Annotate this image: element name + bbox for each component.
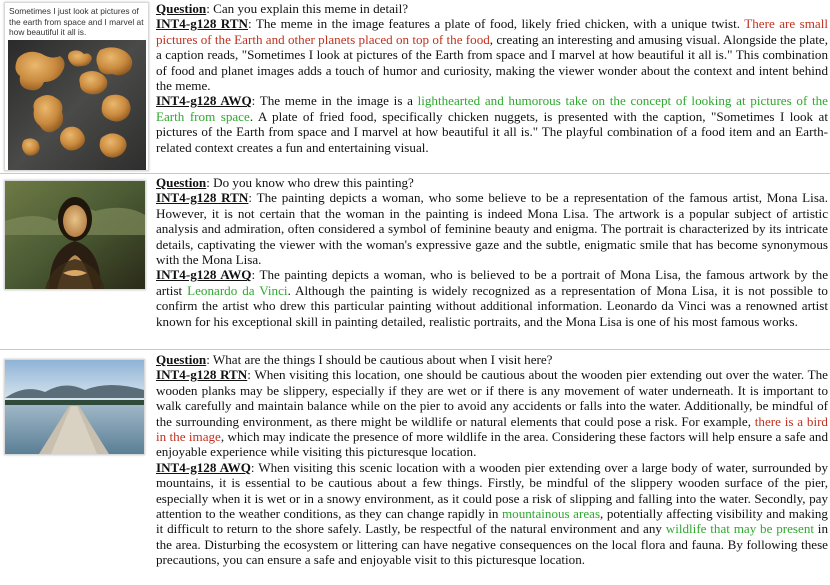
rtn-label: INT4-g128 RTN: [156, 16, 248, 32]
answer-text: : The painting depicts a woman, who is believed to be a portrait of Mona Lisa, the famous artwork by the artist: [156, 267, 829, 298]
rtn-answer-2: [156, 190, 828, 267]
nuggets-graphic: [8, 40, 146, 170]
correct-highlight: wildlife that may be present: [665, 521, 815, 537]
hallucination-highlight: there is a bird in the image: [156, 413, 828, 445]
answer-text: : The meme in the image features a plate of food, likely fried chicken, with a unique twist.: [248, 16, 745, 32]
question-label: Question: [156, 175, 207, 190]
row-3-text: [156, 352, 828, 568]
rtn-label: INT4-g128 RTN: [156, 367, 248, 383]
awq-answer-3: [156, 460, 828, 568]
painting-image: [4, 180, 146, 290]
awq-label: INT4-g128 AWQ: [156, 267, 252, 283]
answer-text: , potentially affecting visibility and making it difficult to return to the shore safely. Lastly, be respectful of the natural environment and any: [156, 506, 828, 537]
answer-text: , creating an interesting and amusing visual. Alongside the plate, a caption reads, "Sometimes I look at pictures of the Earth from space and I marvel at how beautiful it all is." This combination of food and planet images adds a touch of humor and curiosity, making the viewer wonder about the context and intent behind the meme.: [156, 31, 828, 94]
answer-text: : The painting depicts a woman, who some believe to be a representation of the famous artist, Mona Lisa. However, it is not certain that the woman in the painting is indeed Mona Lisa. The artwork is a popular subject of artistic analysis and admiration, often considered a symbol of feminine beauty and enigma. The portrait is characterized by its intricate details, captivating the viewer with the woman's expressive gaze and the subtle, enigmatic smile that has become synonymous with the Mona Lisa.: [156, 190, 828, 268]
awq-label: INT4-g128 AWQ: [156, 459, 251, 475]
row-divider: [0, 173, 830, 174]
question-3: [156, 352, 828, 367]
food-tray: [8, 40, 146, 170]
correct-highlight: mountainous areas: [501, 506, 601, 522]
meme-image: [4, 2, 149, 171]
question-label: Question: [156, 352, 207, 367]
question-text: : What are the things I should be cautious about when I visit here?: [206, 352, 553, 367]
answer-text: . A plate of fried food, specifically chicken nuggets, is presented with the caption, "Sometimes I look at pictures of the Earth from space and I marvel at how beautiful it all is." The playful combination of a food item and an Earth-related context creates a fun and entertaining visual.: [156, 108, 828, 155]
question-label: Question: [156, 1, 207, 16]
awq-label: INT4-g128 AWQ: [156, 93, 252, 109]
rtn-answer-1: [156, 16, 828, 93]
row-2-text: [156, 175, 828, 329]
answer-text: . Although the painting is widely recognized as a representation of Mona Lisa, it is not possible to confirm the artist who drew this particular painting without additional information. Leonardo da Vinci was a renowned artist known for his exceptional skill in painting detailed, realistic portraits, and the Mona Lisa is one of his most famous works.: [156, 282, 828, 329]
answer-text: : When visiting this scenic location with a wooden pier extending over a large body of water, surrounded by mountains, it is essential to be cautious about a few things. Firstly, be mindful of the slippery wooden surface of the pier, especially when it is wet or in a snowy environment, as it could pose a risk of slipping and falling into the water. Secondly, pay attention to the weather conditions, as they can change rapidly in: [156, 459, 829, 522]
pier-image: [4, 359, 145, 455]
awq-answer-1: [156, 93, 828, 155]
hallucination-highlight: There are small pictures of the Earth and other planets placed on top of the food: [156, 16, 828, 47]
pier-graphic: [5, 360, 144, 454]
question-1: [156, 1, 828, 16]
question-2: [156, 175, 828, 190]
answer-text: : The meme in the image is a: [251, 93, 418, 109]
rtn-answer-3: [156, 367, 828, 459]
answer-text: in the area. Disturbing the ecosystem or littering can have negative consequences on the local flora and fauna. By following these precautions, you can ensure a safe and enjoyable visit to this picturesque location.: [156, 521, 828, 568]
question-text: : Can you explain this meme in detail?: [206, 1, 409, 16]
mona-lisa-graphic: [5, 181, 145, 289]
answer-text: , which may indicate the presence of more wildlife in the area. Considering these factors will help ensure a safe and enjoyable experience while visiting this picturesque location.: [156, 429, 828, 460]
awq-answer-2: [156, 267, 828, 329]
correct-highlight: Leonardo da Vinci: [187, 282, 288, 298]
question-text: : Do you know who drew this painting?: [206, 175, 414, 190]
rtn-label: INT4-g128 RTN: [156, 190, 249, 206]
row-1-text: [156, 1, 828, 155]
row-divider: [0, 349, 830, 350]
answer-text: : When visiting this location, one should be cautious about the wooden pier extending out over the water. The wooden planks may be slippery, especially if they are wet or if there is any movement of water underneath. It is important to walk carefully and maintain balance while on the pier to avoid any accidents or falls into the water. Additionally, be mindful of the surrounding environment, as there might be wildlife or natural elements that could pose a risk. For example,: [156, 367, 828, 429]
meme-caption: Sometimes I just look at pictures of the earth from space and I marvel at how beautiful it all is.: [9, 6, 144, 37]
correct-highlight: lighthearted and humorous take on the concept of looking at pictures of the Earth from space: [156, 93, 828, 124]
